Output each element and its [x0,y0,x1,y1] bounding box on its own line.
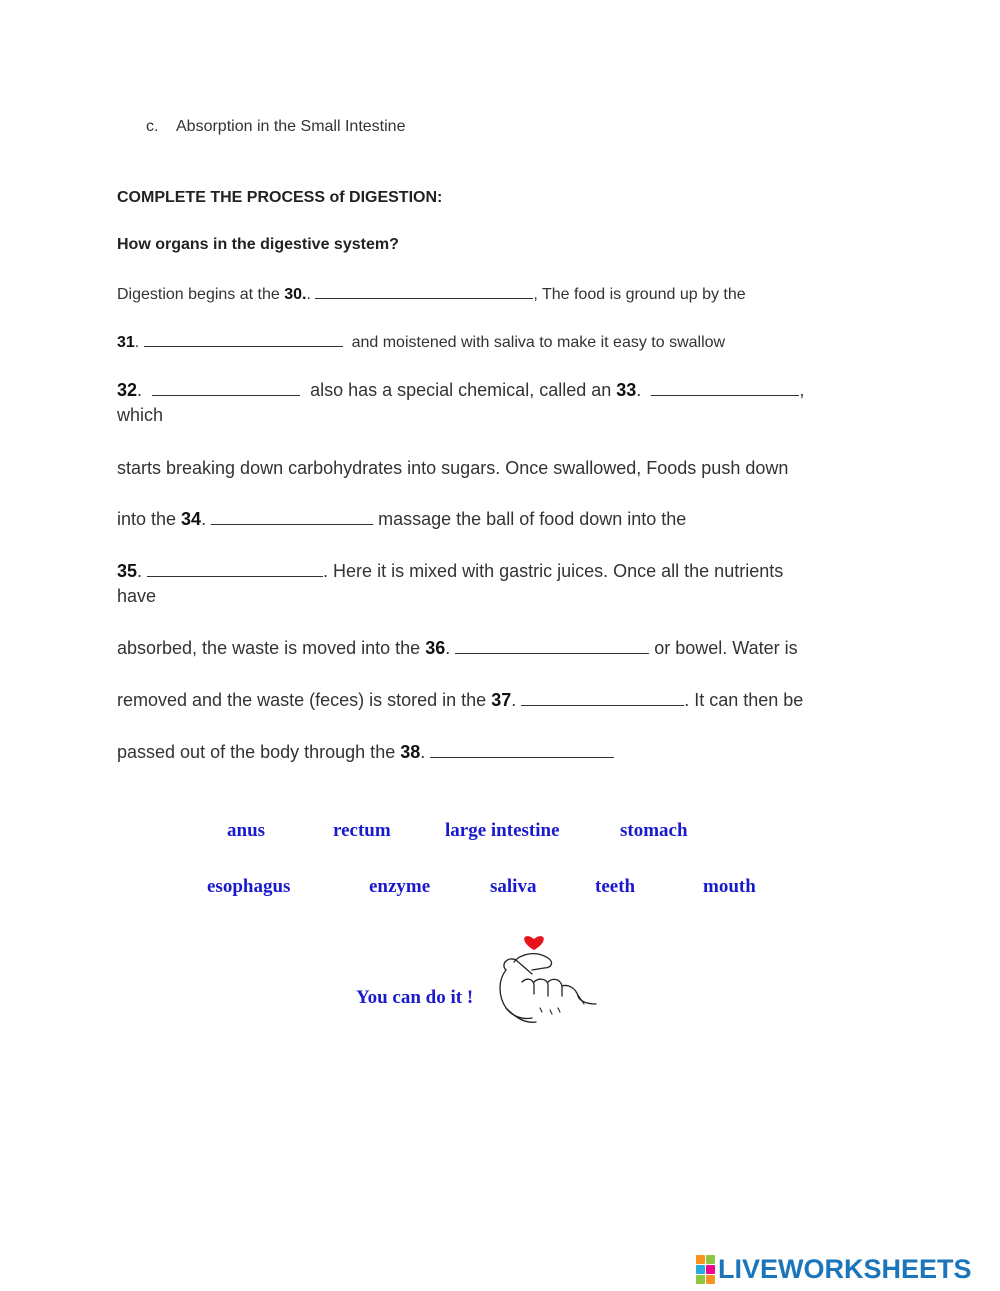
word-bank-item: mouth [703,876,756,897]
question-number-30: 30 [284,286,303,303]
word-bank-item: rectum [333,820,391,841]
paragraph-line-2: 31. and moistened with saliva to make it easy to swallow [117,334,726,351]
heart-icon [524,936,544,950]
paragraph-line-3-wrap: which [117,405,164,425]
answer-blank-35[interactable] [147,562,323,577]
paragraph-line-6: 35. . Here it is mixed with gastric juices. Once all the nutrients [117,561,784,581]
answer-blank-30[interactable] [315,284,533,299]
answer-blank-38[interactable] [430,743,614,758]
list-marker: c. [146,118,159,135]
question-number-32: 32 [117,380,138,400]
question-number-34: 34 [181,509,202,529]
finger-heart-hand-icon [492,930,602,1030]
word-bank-item: anus [227,820,266,841]
paragraph-line-7: absorbed, the waste is moved into the 36. or bowel. Water is [117,638,798,658]
logo-text: LIVEWORKSHEETS [718,1254,972,1284]
question-number-33: 33 [616,380,637,400]
word-bank-item: stomach [620,820,688,841]
answer-blank-34[interactable] [211,510,373,525]
paragraph-line-1: Digestion begins at the 30.. , The food is ground up by the [117,286,746,303]
list-item-text: Absorption in the Small Intestine [176,118,406,135]
list-item-absorption [146,118,405,136]
question-number-38: 38 [400,742,421,762]
logo-blocks-icon [696,1255,715,1284]
answer-blank-36[interactable] [455,639,649,654]
word-bank-item: esophagus [207,876,291,897]
question-number-36: 36 [425,638,446,658]
section-subheading: How organs in the digestive system? [117,236,399,253]
word-bank-item: large intestine [445,820,560,841]
paragraph-line-4: starts breaking down carbohydrates into sugars. Once swallowed, Foods push down [117,458,789,478]
word-bank-item: teeth [595,876,636,897]
answer-blank-32[interactable] [152,381,300,396]
question-number-31: 31 [117,334,135,351]
answer-blank-31[interactable] [144,332,343,347]
paragraph-line-3: 32. also has a special chemical, called an 33. , [117,380,805,400]
paragraph-line-5: into the 34. massage the ball of food down into the [117,509,687,529]
question-number-35: 35 [117,561,138,581]
word-bank-item: saliva [490,876,537,897]
liveworksheets-logo [696,1254,972,1285]
section-heading: COMPLETE THE PROCESS of DIGESTION: [117,189,443,206]
word-bank-item: enzyme [369,876,431,897]
answer-blank-37[interactable] [521,691,684,706]
answer-blank-33[interactable] [651,381,799,396]
encouragement-text: You can do it ! [356,987,474,1008]
question-number-37: 37 [491,690,512,710]
paragraph-line-6-wrap: have [117,586,157,606]
paragraph-line-8: removed and the waste (feces) is stored in the 37. . It can then be [117,690,804,710]
paragraph-line-9: passed out of the body through the 38. [117,742,614,763]
